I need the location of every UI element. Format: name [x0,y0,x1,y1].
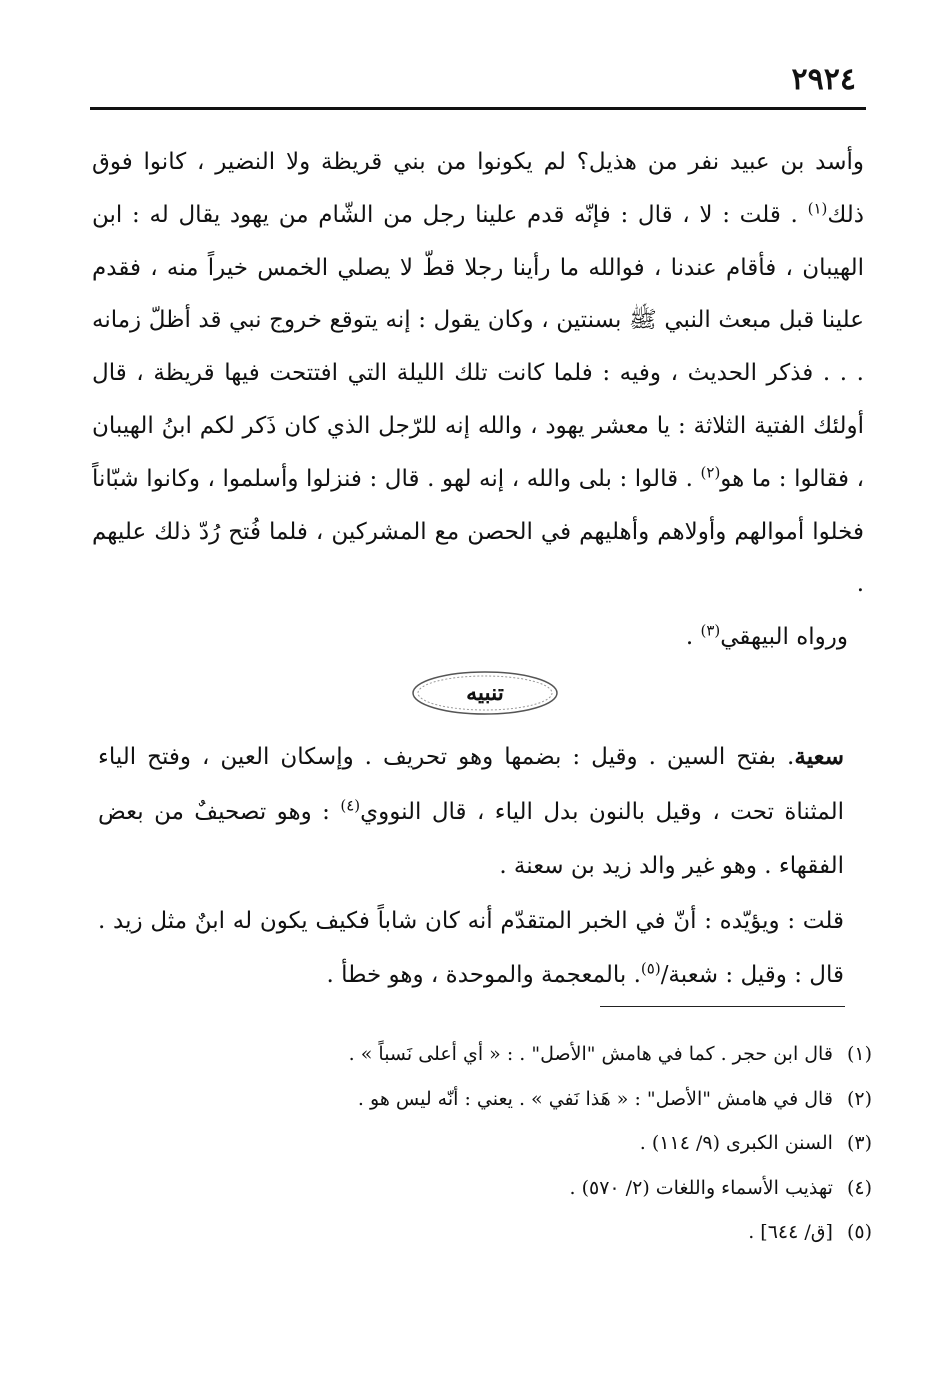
paragraph-source [92,611,864,664]
source-end: . [685,624,701,651]
footnote-item [120,1077,872,1122]
footnote-item [120,1210,872,1255]
footnote-text: قال في هامش "الأصل" : « هَذا نَفي » . يعني : أنّه ليس هو . [357,1087,833,1110]
main-text [92,136,864,664]
footnotes [120,1032,872,1255]
note-section [98,730,864,1003]
footnote-number: (٤) [846,1176,872,1199]
section-heading [410,668,560,718]
footnote-ref-3: (٣) [700,621,721,640]
footnote-ref-4: (٤) [340,795,361,814]
heading-label: تنبيه [466,680,504,706]
header-rule [90,107,866,110]
footnote-number: (٣) [846,1132,872,1155]
note-text-part: قلت : ويؤيّده : أنّ في الخبر المتقدّم أنه كان شاباً فكيف يكون له ابنٌ مثل زيد . قال : وقيل : شعبة/ [98,907,844,988]
footnote-text: [ق/ ٦٤٤] . [748,1221,833,1244]
footnote-rule [600,1006,845,1007]
source-text: ورواه البيهقي [720,624,848,651]
page-number: ٢٩٢٤ [791,62,856,97]
paragraph-text-part: . قلت : لا ، قال : فإنّه قدم علينا رجل من الشّام من يهود يقال له : ابن الهيبان ، فأقام عندنا ، فوالله ما رأينا رجلا قطّ لا يصلي الخمس خيراً منه ، فقدم علينا قبل مبعث النبي ﷺ بسنتين ، وكان يقول : إنه يتوقع خروج نبي قد أظلّ زمانه . . . فذكر الحديث ، وفيه : فلما كانت تلك الليلة التي افتتحت فيها قريظة ، قال أولئك الفتية الثلاثة : يا معشر يهود ، والله إنه للرّجل الذي كان ذَكر لكم ابنُ الهيبان ، فقالوا : ما هو [92,201,864,492]
footnote-text: قال ابن حجر . كما في هامش "الأصل" . : « أي أعلى نَسباً » . [348,1043,833,1065]
note-text-part: . بالمعجمة والموحدة ، وهو خطأ . [326,962,641,988]
paragraph-text-part: وأسد بن عبيد نفر من هذيل؟ لم يكونوا من بني قريظة ولا النضير ، كانوا فوق ذلك [92,149,864,228]
note-paragraph-2 [98,894,864,1003]
footnote-item [120,1032,872,1077]
footnote-text: السنن الكبرى (٩/ ١١٤) . [639,1132,833,1155]
footnote-ref-2: (٢) [700,463,721,482]
footnote-number: (٢) [846,1087,872,1110]
footnote-number: (١) [846,1043,872,1065]
footnote-ref-1: (١) [807,199,828,218]
note-text-part: . بفتح السين . وقيل : بضمها وهو تحريف . وإسكان العين ، وفتح الياء المثناة تحت ، وقيل بالنون بدل الياء ، قال النووي [98,744,845,825]
paragraph-narration [92,136,864,611]
footnote-number: (٥) [846,1221,872,1244]
paragraph-text-part: . قالوا : بلى والله ، إنه لهو . قال : فنزلوا وأسلموا ، وكانوا شبّاناً فخلوا أموالهم وأولاهم وأهليهم في الحصن مع المشركين ، فلما فُتح رُدّ ذلك عليهم . [92,465,864,598]
footnote-item [120,1121,872,1166]
footnote-text: تهذيب الأسماء واللغات (٢/ ٥٧٠) . [569,1176,833,1199]
footnote-item [120,1166,872,1211]
note-paragraph-1 [98,730,864,894]
note-term: سعية [794,743,844,770]
footnote-ref-5: (٥) [640,959,661,978]
note-text-part: : وهو تصحيفٌ من بعض الفقهاء . وهو غير والد زيد بن سعنة . [98,798,844,879]
